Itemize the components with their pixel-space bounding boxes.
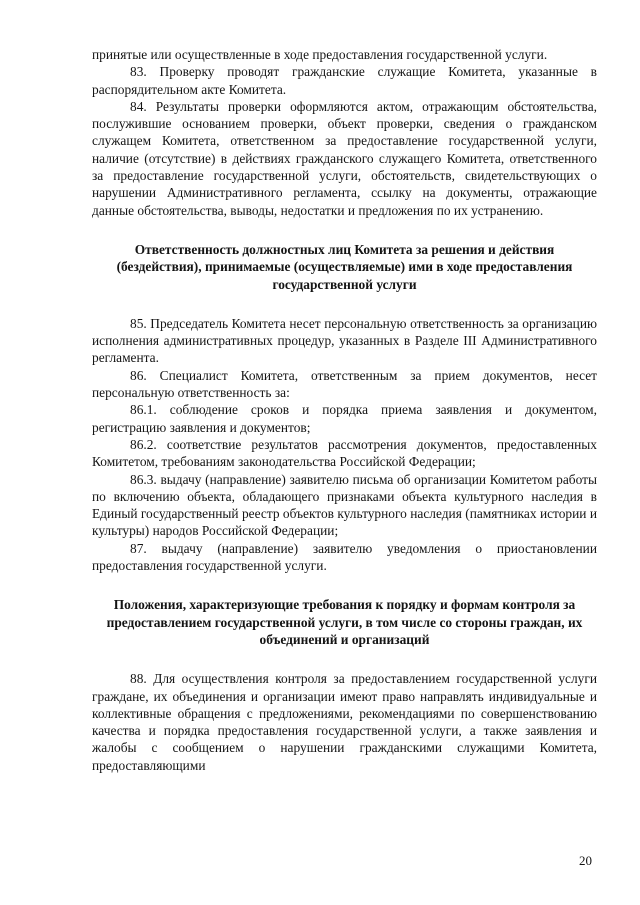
page-number: 20	[579, 853, 592, 868]
paragraph-88: 88. Для осуществления контроля за предоставлением государственной услуги граждане, их объединения и организации имеют право направлять индивидуальные и коллективные обращения с предложениями, рекомендациями по совершенствованию качества и порядка предоставления государственной услуги, а также заявления и жалобы с сообщением о нарушении гражданскими служащими Комитета, предоставляющими	[92, 671, 597, 773]
paragraph-86: 86. Специалист Комитета, ответственным за прием документов, несет персональную ответственность за:	[92, 367, 597, 401]
spacer	[92, 574, 597, 596]
section-heading-responsibility: Ответственность должностных лиц Комитета за решения и действия (бездействия), принимаемые (осуществляемые) ими в ходе предоставления государственной услуги	[116, 241, 573, 292]
spacer	[92, 219, 597, 241]
paragraph-84: 84. Результаты проверки оформляются актом, отражающим обстоятельства, послужившие основанием проверки, объект проверки, сведения о гражданском служащем Комитета, ответственном за предоставление государственной услуги, наличие (отсутствие) в действиях гражданского служащего Комитета, ответственного за предоставление государственной услуги, обстоятельств, свидетельствующих о нарушении Административного регламента, ссылку на документы, отражающие данные обстоятельства, выводы, недостатки и предложения по их устранению.	[92, 98, 597, 218]
spacer	[92, 293, 597, 315]
paragraph-86-2: 86.2. соответствие результатов рассмотрения документов, предоставленных Комитетом, требованиям законодательства Российской Федерации;	[92, 436, 597, 470]
section-heading-control: Положения, характеризующие требования к порядку и формам контроля за предоставлением государственной услуги, в том числе со стороны граждан, их объединений и организаций	[106, 597, 583, 647]
section-middle	[92, 315, 597, 574]
section-bottom	[92, 670, 597, 774]
paragraph-83: 83. Проверку проводят гражданские служащие Комитета, указанные в распорядительном акте Комитета.	[92, 64, 597, 97]
paragraph-86-3: 86.3. выдачу (направление) заявителю письма об организации Комитетом работы по включению объекта, обладающего признаками объекта культурного наследия в Единый государственный реестр объектов культурного наследия (памятниках истории и культуры) народов Российской Федерации;	[92, 471, 597, 539]
paragraph-86-1: 86.1. соблюдение сроков и порядка приема заявления и документом, регистрацию заявления и документов;	[92, 402, 597, 435]
paragraph-85: 85. Председатель Комитета несет персональную ответственность за организацию исполнения административных процедур, указанных в Разделе III Административного регламента.	[92, 315, 597, 366]
paragraph-87: 87. выдачу (направление) заявителю уведомления о приостановлении предоставления государственной услуги.	[92, 540, 597, 574]
section-top	[92, 46, 597, 219]
document-page	[92, 46, 597, 774]
paragraph-continuation: принятые или осуществленные в ходе предоставления государственной услуги.	[92, 47, 548, 62]
spacer	[92, 648, 597, 670]
